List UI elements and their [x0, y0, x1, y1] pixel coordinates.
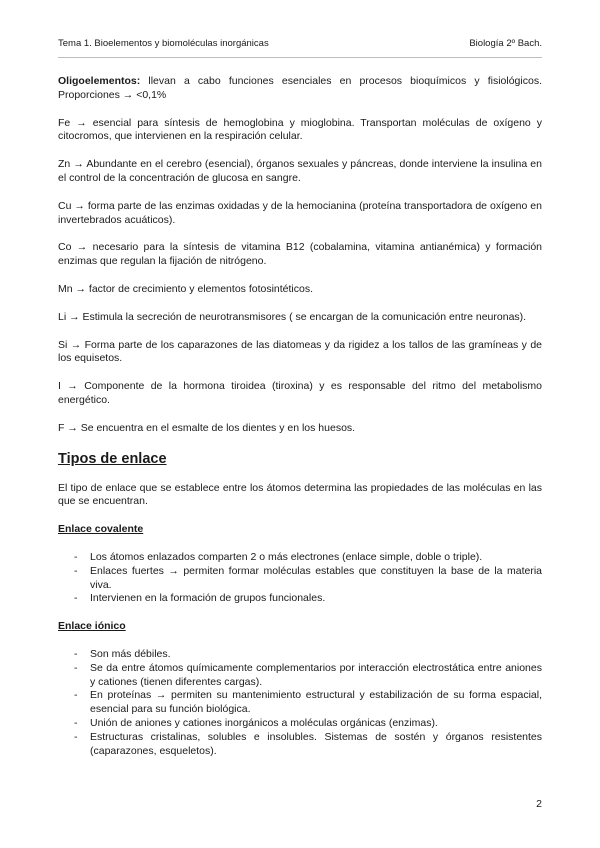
list-dash: - [74, 730, 78, 743]
element-mn: Mn → factor de crecimiento y elementos fotosintéticos. [58, 282, 314, 295]
subheading-enlace-covalente: Enlace covalente [58, 523, 144, 536]
section-title-tipos-de-enlace: Tipos de enlace [58, 450, 167, 467]
list-item: - Enlaces fuertes → permiten formar moléculas estables que constituyen la base de la materia viva. [74, 564, 542, 591]
list-item: - Son más débiles. [74, 647, 171, 660]
list-item: - Intervienen en la formación de grupos funcionales. [74, 592, 326, 605]
page-header [58, 38, 542, 52]
list-item: - Los átomos enlazados comparten 2 o más electrones (enlace simple, doble o triple). [74, 550, 483, 563]
oligoelementos-paragraph [58, 75, 542, 103]
element-fe: Fe → esencial para síntesis de hemoglobina y mioglobina. Transportan moléculas de oxígeno y citocromos, que intervienen en la respiración celular. [58, 116, 542, 143]
header-topic: Tema 1. Bioelementos y biomoléculas inorgánicas [58, 38, 269, 49]
oligoelementos-label: Oligoelementos: [58, 75, 141, 87]
list-dash: - [74, 661, 78, 674]
header-divider [58, 57, 542, 58]
list-dash: - [74, 564, 78, 577]
header-course: Biología 2º Bach. [469, 38, 542, 49]
list-dash: - [74, 647, 78, 660]
element-zn: Zn → Abundante en el cerebro (esencial), órganos sexuales y páncreas, donde interviene la insulina en el control de la concentración de glucosa en sangre. [58, 158, 542, 184]
list-dash: - [74, 550, 78, 563]
page-number: 2 [536, 798, 542, 810]
element-f: F → Se encuentra en el esmalte de los dientes y en los huesos. [58, 421, 356, 434]
element-si: Si → Forma parte de los caparazones de las diatomeas y da rigidez a los tallos de las gramíneas y de los equisetos. [58, 338, 542, 365]
list-dash: - [74, 716, 78, 729]
element-co: Co → necesario para la síntesis de vitamina B12 (cobalamina, vitamina antianémica) y formación enzimas que regulan la fijación de nitrógeno. [58, 241, 542, 268]
element-cu: Cu → forma parte de las enzimas oxidadas y de la hemocianina (proteína transportadora de oxígeno en invertebrados acuáticos). [58, 199, 542, 226]
list-dash: - [74, 689, 78, 702]
subheading-enlace-ionico: Enlace iónico [58, 620, 126, 633]
list-item: - Unión de aniones y cationes inorgánicos a moléculas orgánicas (enzimas). [74, 716, 438, 729]
oligoelementos-text: llevan a cabo funciones esenciales en procesos bioquímicos y fisiológicos. Proporciones → <0,1% [58, 75, 542, 101]
ionico-list [58, 648, 542, 758]
page-body [58, 75, 542, 772]
list-item: - Se da entre átomos químicamente complementarios por interacción electrostática entre aniones y cationes (tienen diferentes cargas). [74, 661, 542, 688]
tipos-intro: El tipo de enlace que se establece entre los átomos determina las propiedades de las moléculas en las que se encuentran. [58, 481, 542, 508]
list-item: - En proteínas → permiten su mantenimiento estructural y estabilización de su forma espacial, esencial para su función biológica. [74, 689, 542, 716]
element-i: I → Componente de la hormona tiroidea (tiroxina) y es responsable del ritmo del metabolismo energético. [58, 380, 542, 406]
element-li: Li → Estimula la secreción de neurotransmisores ( se encargan de la comunicación entre neuronas). [58, 310, 527, 323]
list-item: - Estructuras cristalinas, solubles e insolubles. Sistemas de sostén y órganos resistentes (caparazones, esqueletos). [74, 730, 542, 757]
covalente-list [58, 551, 542, 606]
list-dash: - [74, 592, 78, 605]
